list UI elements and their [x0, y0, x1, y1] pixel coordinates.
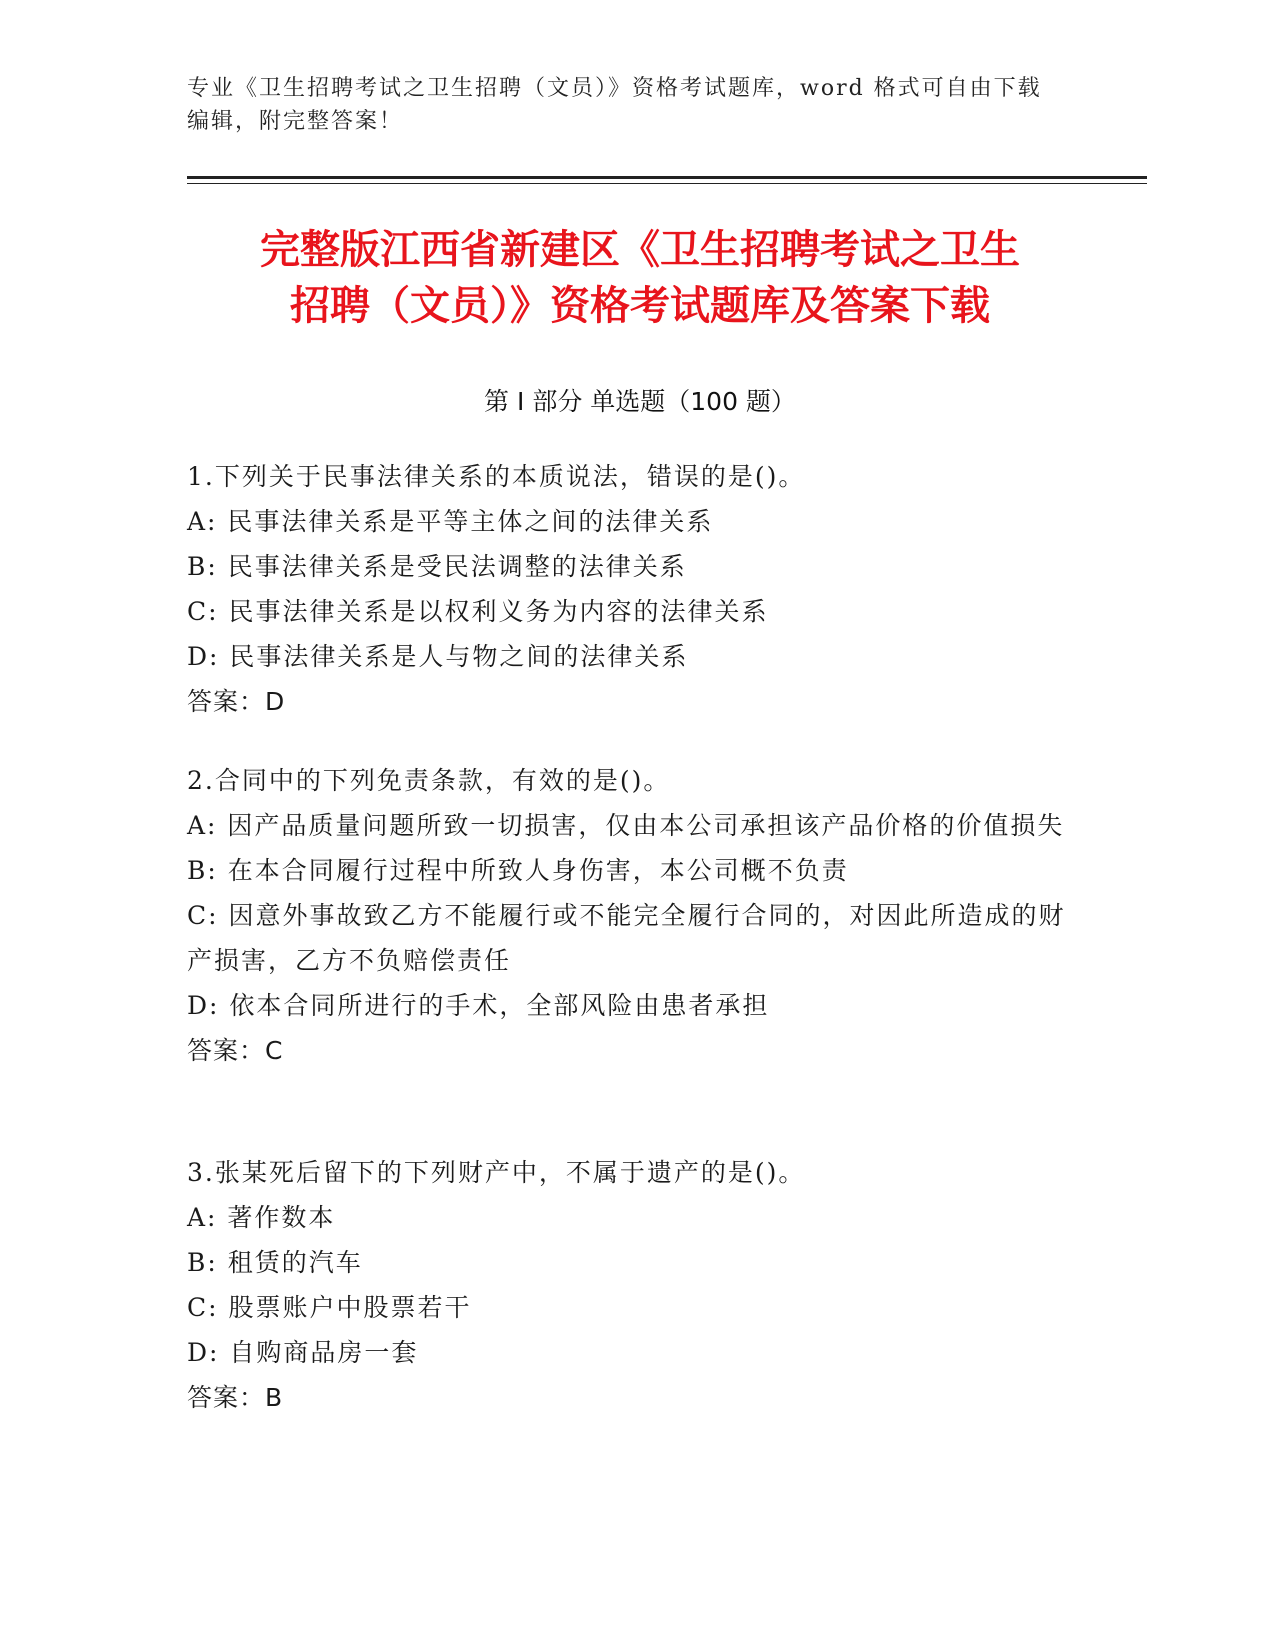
- option-c: C: 因意外事故致乙方不能履行或不能完全履行合同的，对因此所造成的财产损害，乙方不负赔偿责任: [187, 901, 1066, 975]
- option-b: B: 租赁的汽车: [187, 1248, 363, 1277]
- header-divider-thick: [187, 176, 1147, 179]
- header-note-line-2: 编辑，附完整答案！: [187, 109, 404, 134]
- option-c: C: 股票账户中股票若干: [187, 1293, 472, 1322]
- option-a: A: 民事法律关系是平等主体之间的法律关系: [187, 507, 714, 536]
- option-b: B: 民事法律关系是受民法调整的法律关系: [187, 552, 687, 581]
- document-title-line-1: 完整版江西省新建区《卫生招聘考试之卫生: [260, 227, 1020, 273]
- document-title: [140, 222, 1140, 334]
- option-b: B: 在本合同履行过程中所致人身伤害，本公司概不负责: [187, 856, 849, 885]
- answer-label: 答案：D: [187, 687, 286, 716]
- option-d: D: 民事法律关系是人与物之间的法律关系: [187, 642, 689, 671]
- question-3: [187, 1150, 1067, 1420]
- option-c: C: 民事法律关系是以权利义务为内容的法律关系: [187, 597, 769, 626]
- option-a: A: 著作数本: [187, 1203, 336, 1232]
- option-d: D: 自购商品房一套: [187, 1338, 419, 1367]
- answer-label: 答案：C: [187, 1036, 284, 1065]
- header-note: [187, 72, 1087, 138]
- question-stem: 3.张某死后留下的下列财产中，不属于遗产的是()。: [187, 1158, 806, 1187]
- question-2: [187, 758, 1067, 1073]
- option-a: A: 因产品质量问题所致一切损害，仅由本公司承担该产品价格的价值损失: [187, 811, 1065, 840]
- answer-label: 答案：B: [187, 1383, 284, 1412]
- document-title-line-2: 招聘（文员）》资格考试题库及答案下载: [290, 283, 990, 329]
- question-1: [187, 454, 1067, 724]
- header-divider-thin: [187, 183, 1147, 184]
- question-stem: 1.下列关于民事法律关系的本质说法，错误的是()。: [187, 462, 806, 491]
- header-note-line-1: 专业《卫生招聘考试之卫生招聘（文员）》资格考试题库，word 格式可自由下载: [187, 76, 1042, 101]
- section-heading: 第 I 部分 单选题（100 题）: [484, 387, 796, 416]
- option-d: D: 依本合同所进行的手术，全部风险由患者承担: [187, 991, 770, 1020]
- question-stem: 2.合同中的下列免责条款，有效的是()。: [187, 766, 671, 795]
